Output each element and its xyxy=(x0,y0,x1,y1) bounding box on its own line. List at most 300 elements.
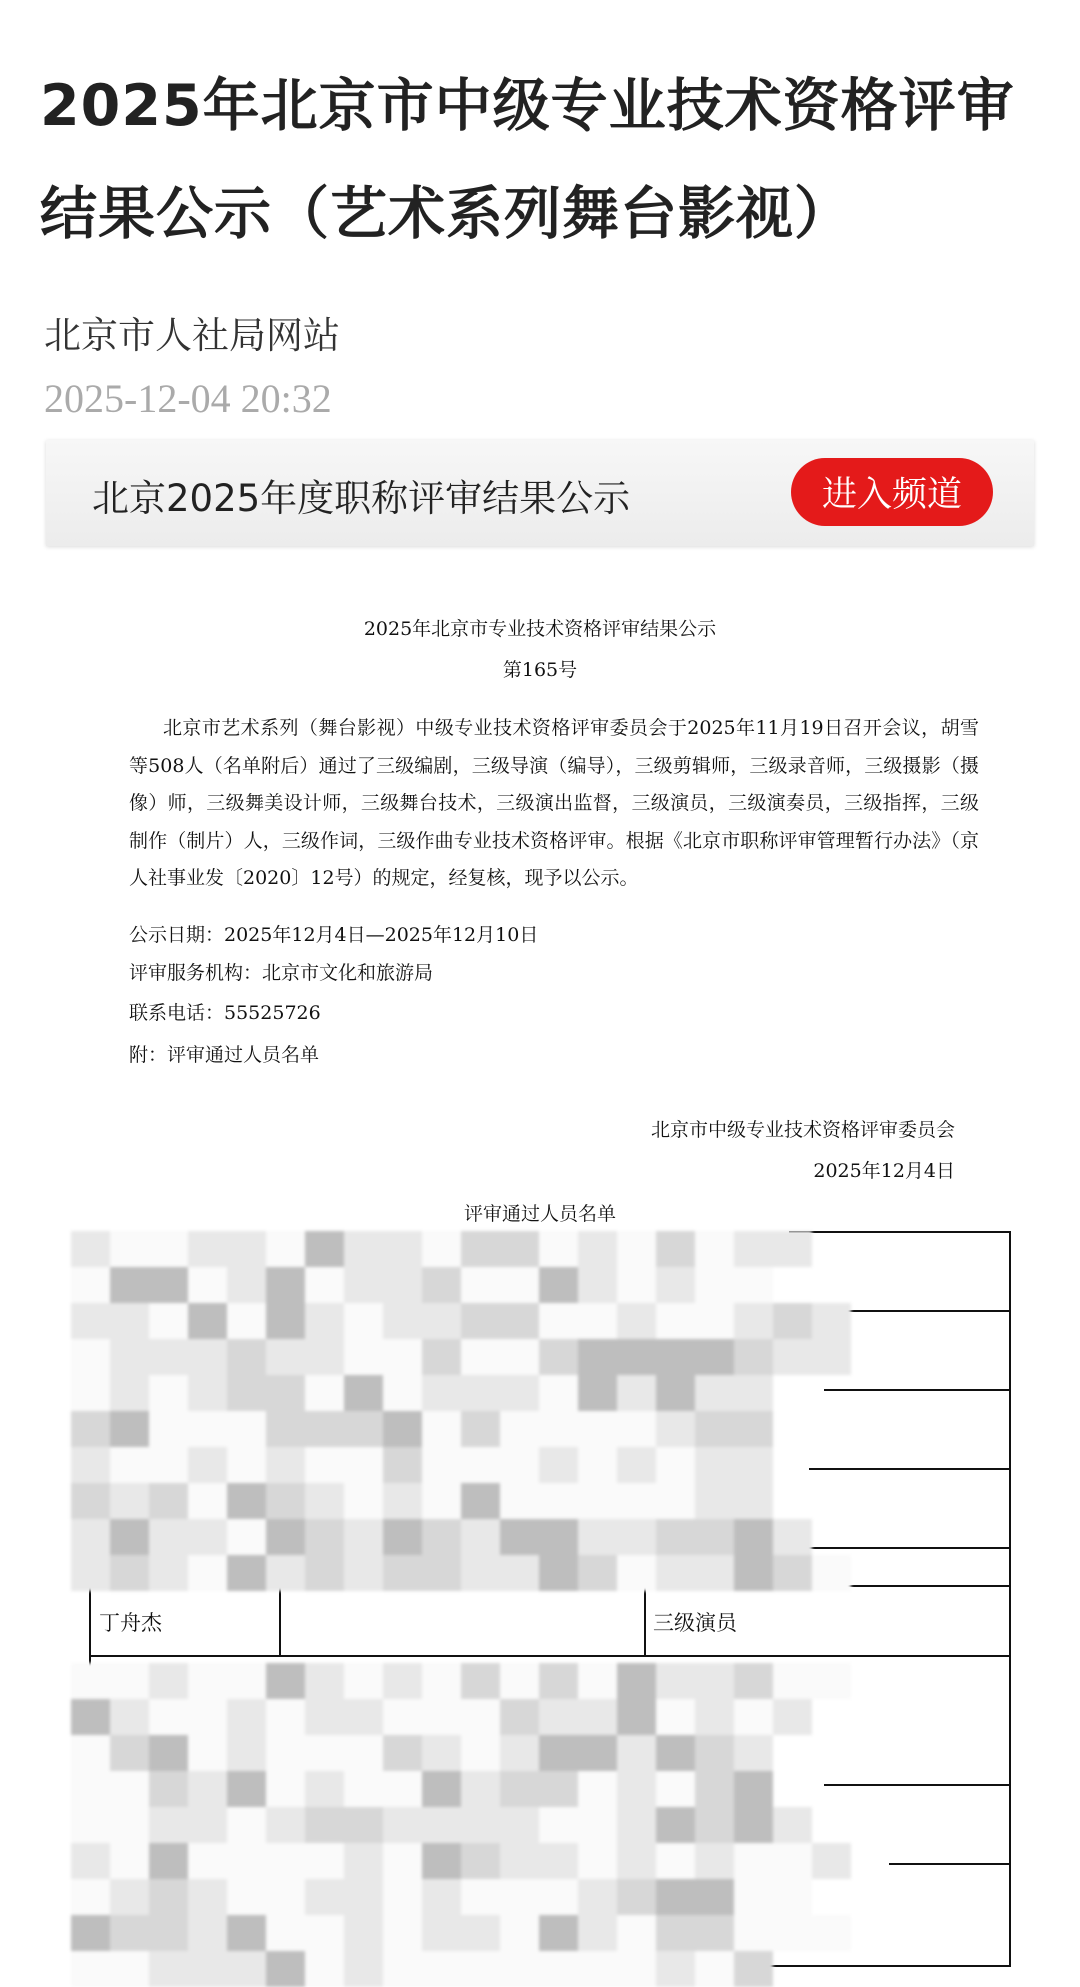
mosaic-block xyxy=(617,1231,656,1267)
enter-channel-button[interactable]: 进入频道 xyxy=(791,458,993,526)
mosaic-block xyxy=(110,1843,149,1879)
mosaic-block xyxy=(71,1483,110,1519)
mosaic-block xyxy=(695,1447,734,1483)
mosaic-block xyxy=(305,1879,344,1915)
mosaic-block xyxy=(188,1663,227,1699)
mosaic-block xyxy=(305,1375,344,1411)
mosaic-block xyxy=(578,1807,617,1843)
mosaic-block xyxy=(344,1699,383,1735)
mosaic-block xyxy=(422,1807,461,1843)
mosaic-block xyxy=(695,1663,734,1699)
mosaic-block xyxy=(578,1411,617,1447)
article-source[interactable]: 北京市人社局网站 xyxy=(44,314,340,357)
mosaic-block xyxy=(227,1843,266,1879)
mosaic-block xyxy=(539,1231,578,1267)
mosaic-block xyxy=(500,1843,539,1879)
mosaic-block xyxy=(227,1915,266,1951)
mosaic-block xyxy=(539,1375,578,1411)
mosaic-block xyxy=(227,1411,266,1447)
mosaic-block xyxy=(71,1915,110,1951)
mosaic-block xyxy=(617,1267,656,1303)
mosaic-block xyxy=(344,1339,383,1375)
mosaic-block xyxy=(305,1807,344,1843)
mosaic-block xyxy=(305,1303,344,1339)
mosaic-block xyxy=(266,1447,305,1483)
mosaic-block xyxy=(188,1375,227,1411)
mosaic-block xyxy=(422,1879,461,1915)
mosaic-block xyxy=(695,1879,734,1915)
mosaic-block xyxy=(656,1555,695,1591)
mosaic-block xyxy=(539,1879,578,1915)
mosaic-block xyxy=(383,1411,422,1447)
mosaic-block xyxy=(110,1915,149,1951)
mosaic-block xyxy=(695,1807,734,1843)
mosaic-block xyxy=(71,1699,110,1735)
mosaic-block xyxy=(578,1483,617,1519)
mosaic-block xyxy=(773,1879,812,1915)
mosaic-block xyxy=(773,1519,812,1555)
list-title: 评审通过人员名单 xyxy=(463,1203,616,1225)
person-name: 丁舟杰 xyxy=(99,1611,162,1635)
mosaic-block xyxy=(149,1735,188,1771)
mosaic-block xyxy=(188,1915,227,1951)
mosaic-block xyxy=(227,1339,266,1375)
mosaic-block xyxy=(812,1339,851,1375)
mosaic-block xyxy=(617,1303,656,1339)
signature: 北京市中级专业技术资格评审委员会 xyxy=(650,1119,955,1141)
mosaic-block xyxy=(149,1339,188,1375)
mosaic-block xyxy=(734,1267,773,1303)
mosaic-block xyxy=(539,1843,578,1879)
mosaic-block xyxy=(773,1303,812,1339)
mosaic-block xyxy=(812,1663,851,1699)
mosaic-block xyxy=(617,1951,656,1987)
mosaic-block xyxy=(656,1411,695,1447)
mosaic-block xyxy=(383,1807,422,1843)
mosaic-block xyxy=(461,1411,500,1447)
mosaic-block xyxy=(422,1411,461,1447)
mosaic-block xyxy=(734,1447,773,1483)
mosaic-block xyxy=(578,1447,617,1483)
document-heading: 2025年北京市专业技术资格评审结果公示 xyxy=(363,618,717,640)
mosaic-block xyxy=(188,1735,227,1771)
mosaic-block xyxy=(110,1483,149,1519)
mosaic-block xyxy=(305,1843,344,1879)
mosaic-block xyxy=(812,1303,851,1339)
mosaic-block xyxy=(539,1807,578,1843)
mosaic-block xyxy=(500,1771,539,1807)
mosaic-block xyxy=(344,1267,383,1303)
mosaic-block xyxy=(149,1267,188,1303)
mosaic-block xyxy=(110,1375,149,1411)
mosaic-block xyxy=(461,1735,500,1771)
passed-personnel-table xyxy=(89,1231,1011,1967)
mosaic-block xyxy=(188,1879,227,1915)
mosaic-block xyxy=(305,1771,344,1807)
mosaic-block xyxy=(71,1879,110,1915)
mosaic-block xyxy=(461,1483,500,1519)
mosaic-block xyxy=(227,1951,266,1987)
mosaic-block xyxy=(71,1411,110,1447)
mosaic-block xyxy=(773,1231,812,1267)
mosaic-block xyxy=(344,1519,383,1555)
mosaic-block xyxy=(110,1231,149,1267)
mosaic-block xyxy=(149,1843,188,1879)
mosaic-block xyxy=(227,1447,266,1483)
mosaic-block xyxy=(461,1447,500,1483)
mosaic-block xyxy=(149,1663,188,1699)
mosaic-block xyxy=(305,1699,344,1735)
mosaic-block xyxy=(578,1771,617,1807)
mosaic-block xyxy=(71,1231,110,1267)
mosaic-block xyxy=(812,1915,851,1951)
mosaic-block xyxy=(227,1807,266,1843)
mosaic-block xyxy=(500,1375,539,1411)
mosaic-block xyxy=(110,1339,149,1375)
mosaic-block xyxy=(266,1303,305,1339)
mosaic-block xyxy=(617,1375,656,1411)
mosaic-block xyxy=(110,1951,149,1987)
row-line xyxy=(889,1863,1011,1865)
mosaic-block xyxy=(617,1915,656,1951)
mosaic-block xyxy=(266,1555,305,1591)
mosaic-block xyxy=(227,1555,266,1591)
mosaic-block xyxy=(461,1807,500,1843)
mosaic-block xyxy=(266,1519,305,1555)
mosaic-block xyxy=(617,1483,656,1519)
mosaic-block xyxy=(695,1951,734,1987)
mosaic-block xyxy=(344,1375,383,1411)
mosaic-block xyxy=(773,1663,812,1699)
mosaic-block xyxy=(734,1231,773,1267)
mosaic-block xyxy=(305,1411,344,1447)
mosaic-block xyxy=(734,1735,773,1771)
mosaic-block xyxy=(344,1663,383,1699)
mosaic-block xyxy=(110,1447,149,1483)
mosaic-block xyxy=(617,1663,656,1699)
mosaic-block xyxy=(188,1483,227,1519)
mosaic-block xyxy=(383,1267,422,1303)
mosaic-block xyxy=(188,1807,227,1843)
document-body: 北京市艺术系列（舞台影视）中级专业技术资格评审委员会于2025年11月19日召开会议，胡雪等508人（名单附后）通过了三级编剧，三级导演（编导），三级剪辑师，三级录音师，三级摄影（摄像）师，三级舞美设计师，三级舞台技术，三级演出监督，三级演员，三级演奏员，三级指挥，三级制作（制片）人，三级作词，三级作曲专业技术资格评审。根据《北京市职称评审管理暂行办法》（京人社事业发〔2020〕12号）的规定，经复核，现予以公示。 xyxy=(129,717,979,890)
mosaic-block xyxy=(656,1771,695,1807)
mosaic-block xyxy=(656,1231,695,1267)
mosaic-block xyxy=(656,1879,695,1915)
mosaic-block xyxy=(695,1411,734,1447)
mosaic-block xyxy=(227,1267,266,1303)
mosaic-block xyxy=(149,1699,188,1735)
mosaic-block xyxy=(773,1807,812,1843)
mosaic-block xyxy=(266,1951,305,1987)
mosaic-block xyxy=(578,1303,617,1339)
mosaic-block xyxy=(422,1843,461,1879)
mosaic-block xyxy=(773,1699,812,1735)
mosaic-block xyxy=(149,1519,188,1555)
mosaic-block xyxy=(734,1483,773,1519)
mosaic-block xyxy=(383,1879,422,1915)
mosaic-block xyxy=(500,1411,539,1447)
mosaic-block xyxy=(500,1663,539,1699)
mosaic-block xyxy=(110,1267,149,1303)
mosaic-block xyxy=(422,1375,461,1411)
mosaic-block xyxy=(344,1879,383,1915)
table-border-right xyxy=(1009,1231,1011,1967)
mosaic-block xyxy=(617,1519,656,1555)
mosaic-block xyxy=(539,1771,578,1807)
mosaic-block xyxy=(305,1915,344,1951)
mosaic-block xyxy=(266,1915,305,1951)
mosaic-block xyxy=(695,1267,734,1303)
mosaic-block xyxy=(71,1519,110,1555)
mosaic-block xyxy=(149,1771,188,1807)
mosaic-block xyxy=(266,1663,305,1699)
mosaic-block xyxy=(617,1771,656,1807)
mosaic-block xyxy=(422,1771,461,1807)
mosaic-block xyxy=(461,1375,500,1411)
mosaic-block xyxy=(110,1555,149,1591)
mosaic-block xyxy=(188,1951,227,1987)
mosaic-block xyxy=(227,1879,266,1915)
mosaic-block xyxy=(71,1303,110,1339)
mosaic-block xyxy=(695,1339,734,1375)
mosaic-block xyxy=(578,1375,617,1411)
mosaic-block xyxy=(461,1843,500,1879)
mosaic-block xyxy=(383,1483,422,1519)
mosaic-block xyxy=(695,1231,734,1267)
mosaic-block xyxy=(500,1807,539,1843)
mosaic-block xyxy=(578,1735,617,1771)
mosaic-block xyxy=(110,1807,149,1843)
mosaic-block xyxy=(578,1879,617,1915)
mosaic-block xyxy=(539,1735,578,1771)
mosaic-block xyxy=(461,1231,500,1267)
mosaic-block xyxy=(500,1699,539,1735)
mosaic-block xyxy=(149,1375,188,1411)
mosaic-block xyxy=(344,1843,383,1879)
mosaic-block xyxy=(656,1483,695,1519)
mosaic-block xyxy=(500,1303,539,1339)
mosaic-block xyxy=(71,1735,110,1771)
mosaic-block xyxy=(266,1411,305,1447)
mosaic-block xyxy=(71,1339,110,1375)
mosaic-block xyxy=(422,1303,461,1339)
mosaic-block xyxy=(149,1303,188,1339)
mosaic-block xyxy=(656,1375,695,1411)
mosaic-block xyxy=(383,1663,422,1699)
mosaic-block xyxy=(734,1411,773,1447)
mosaic-block xyxy=(344,1447,383,1483)
mosaic-block xyxy=(71,1555,110,1591)
mosaic-block xyxy=(71,1807,110,1843)
mosaic-block xyxy=(695,1555,734,1591)
channel-banner[interactable] xyxy=(46,440,1034,546)
mosaic-block xyxy=(617,1879,656,1915)
mosaic-block xyxy=(149,1879,188,1915)
mosaic-block xyxy=(734,1771,773,1807)
mosaic-block xyxy=(578,1519,617,1555)
mosaic-block xyxy=(656,1915,695,1951)
mosaic-block xyxy=(188,1339,227,1375)
mosaic-block xyxy=(110,1411,149,1447)
mosaic-block xyxy=(383,1447,422,1483)
mosaic-block xyxy=(539,1447,578,1483)
mosaic-block xyxy=(773,1555,812,1591)
mosaic-block xyxy=(500,1879,539,1915)
mosaic-block xyxy=(617,1339,656,1375)
mosaic-block xyxy=(734,1879,773,1915)
mosaic-block xyxy=(227,1771,266,1807)
mosaic-block xyxy=(71,1663,110,1699)
mosaic-block xyxy=(461,1555,500,1591)
mosaic-block xyxy=(188,1447,227,1483)
mosaic-block xyxy=(539,1483,578,1519)
mosaic-redaction xyxy=(71,1231,871,1967)
mosaic-block xyxy=(734,1339,773,1375)
mosaic-block xyxy=(656,1519,695,1555)
mosaic-block xyxy=(422,1699,461,1735)
mosaic-block xyxy=(110,1771,149,1807)
mosaic-block xyxy=(383,1915,422,1951)
mosaic-block xyxy=(305,1951,344,1987)
mosaic-block xyxy=(656,1267,695,1303)
review-agency: 评审服务机构：北京市文化和旅游局 xyxy=(129,962,434,984)
mosaic-block xyxy=(734,1951,773,1987)
mosaic-block xyxy=(500,1339,539,1375)
mosaic-block xyxy=(656,1447,695,1483)
mosaic-block xyxy=(188,1555,227,1591)
mosaic-block xyxy=(188,1843,227,1879)
mosaic-block xyxy=(734,1303,773,1339)
mosaic-block xyxy=(734,1663,773,1699)
mosaic-block xyxy=(500,1267,539,1303)
mosaic-block xyxy=(656,1735,695,1771)
mosaic-block xyxy=(305,1735,344,1771)
mosaic-block xyxy=(617,1447,656,1483)
mosaic-block xyxy=(773,1339,812,1375)
mosaic-block xyxy=(266,1231,305,1267)
mosaic-block xyxy=(305,1519,344,1555)
mosaic-block xyxy=(227,1231,266,1267)
mosaic-block xyxy=(188,1411,227,1447)
mosaic-block xyxy=(695,1843,734,1879)
mosaic-block xyxy=(188,1231,227,1267)
mosaic-block xyxy=(734,1807,773,1843)
mosaic-block xyxy=(227,1735,266,1771)
mosaic-block xyxy=(266,1771,305,1807)
mosaic-block xyxy=(461,1879,500,1915)
article-title: 2025年北京市中级专业技术资格评审结果公示（艺术系列舞台影视） xyxy=(40,73,1015,247)
mosaic-block xyxy=(500,1483,539,1519)
mosaic-block xyxy=(461,1339,500,1375)
mosaic-block xyxy=(71,1843,110,1879)
mosaic-block xyxy=(227,1699,266,1735)
mosaic-block xyxy=(422,1519,461,1555)
mosaic-block xyxy=(110,1879,149,1915)
mosaic-block xyxy=(617,1735,656,1771)
mosaic-block xyxy=(461,1951,500,1987)
mosaic-block xyxy=(344,1483,383,1519)
mosaic-block xyxy=(227,1519,266,1555)
mosaic-block xyxy=(422,1339,461,1375)
mosaic-block xyxy=(500,1519,539,1555)
mosaic-block xyxy=(422,1555,461,1591)
mosaic-block xyxy=(305,1483,344,1519)
mosaic-block xyxy=(617,1843,656,1879)
mosaic-block xyxy=(344,1951,383,1987)
mosaic-block xyxy=(305,1555,344,1591)
mosaic-block xyxy=(734,1375,773,1411)
mosaic-block xyxy=(149,1951,188,1987)
mosaic-block xyxy=(344,1735,383,1771)
mosaic-block xyxy=(695,1519,734,1555)
mosaic-block xyxy=(344,1303,383,1339)
mosaic-block xyxy=(305,1447,344,1483)
mosaic-block xyxy=(266,1699,305,1735)
mosaic-block xyxy=(578,1951,617,1987)
mosaic-block xyxy=(188,1267,227,1303)
mosaic-block xyxy=(383,1843,422,1879)
mosaic-block xyxy=(110,1735,149,1771)
mosaic-block xyxy=(71,1771,110,1807)
mosaic-block xyxy=(539,1267,578,1303)
mosaic-block xyxy=(461,1519,500,1555)
mosaic-block xyxy=(422,1267,461,1303)
mosaic-block xyxy=(149,1411,188,1447)
mosaic-block xyxy=(110,1663,149,1699)
mosaic-block xyxy=(656,1843,695,1879)
mosaic-block xyxy=(383,1375,422,1411)
mosaic-block xyxy=(500,1915,539,1951)
mosaic-block xyxy=(539,1411,578,1447)
mosaic-block xyxy=(773,1843,812,1879)
mosaic-block xyxy=(578,1339,617,1375)
mosaic-block xyxy=(110,1519,149,1555)
mosaic-block xyxy=(266,1843,305,1879)
mosaic-block xyxy=(266,1735,305,1771)
mosaic-block xyxy=(539,1519,578,1555)
mosaic-block xyxy=(734,1915,773,1951)
mosaic-block xyxy=(344,1807,383,1843)
mosaic-block xyxy=(188,1519,227,1555)
mosaic-block xyxy=(734,1519,773,1555)
mosaic-block xyxy=(656,1699,695,1735)
mosaic-block xyxy=(383,1699,422,1735)
mosaic-block xyxy=(344,1555,383,1591)
mosaic-block xyxy=(695,1375,734,1411)
mosaic-block xyxy=(500,1735,539,1771)
mosaic-block xyxy=(266,1879,305,1915)
mosaic-block xyxy=(305,1267,344,1303)
mosaic-block xyxy=(149,1447,188,1483)
mosaic-block xyxy=(695,1915,734,1951)
signature-date: 2025年12月4日 xyxy=(813,1160,955,1182)
mosaic-block xyxy=(422,1663,461,1699)
mosaic-block xyxy=(227,1483,266,1519)
mosaic-block xyxy=(578,1555,617,1591)
mosaic-block xyxy=(266,1339,305,1375)
person-title: 三级演员 xyxy=(653,1611,737,1635)
mosaic-block xyxy=(422,1915,461,1951)
mosaic-block xyxy=(461,1663,500,1699)
article-timestamp: 2025-12-04 20:32 xyxy=(44,376,332,421)
document-number: 第165号 xyxy=(502,659,578,681)
mosaic-block xyxy=(149,1555,188,1591)
mosaic-block xyxy=(344,1411,383,1447)
mosaic-block xyxy=(578,1843,617,1879)
mosaic-block xyxy=(812,1555,851,1591)
attachment-note: 附：评审通过人员名单 xyxy=(129,1044,320,1066)
mosaic-block xyxy=(539,1339,578,1375)
